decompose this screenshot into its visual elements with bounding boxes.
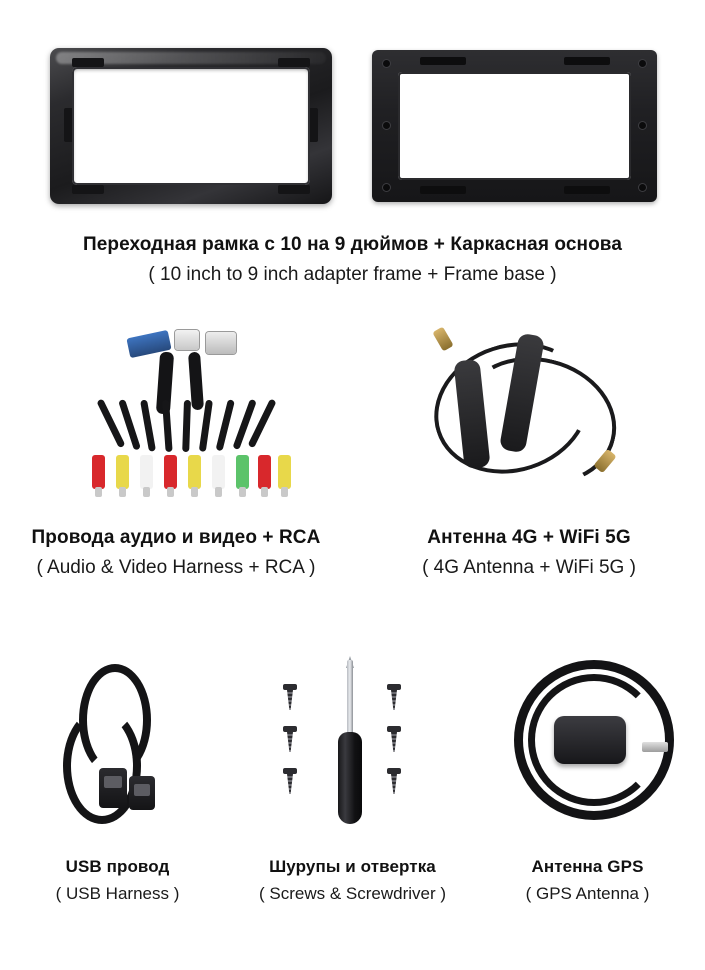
antenna-caption-ru: Антенна 4G + WiFi 5G xyxy=(427,527,631,548)
screw-hole xyxy=(639,122,646,129)
gps-antenna-icon xyxy=(510,654,680,826)
mounting-slot xyxy=(420,57,466,65)
screw-icon xyxy=(285,726,295,752)
section-frames xyxy=(0,18,705,298)
audio-video-harness-icon xyxy=(80,330,290,495)
wire-strand xyxy=(199,400,213,452)
white-connector xyxy=(175,330,199,350)
frame-tab xyxy=(278,58,310,67)
harness-caption-ru: Провода аудио и видео + RCA xyxy=(31,527,321,548)
screw-hole xyxy=(383,184,390,191)
frames-caption-ru: Переходная рамка с 10 на 9 дюймов + Каркасная основа xyxy=(82,234,623,255)
car-radio-adapter-frame-icon xyxy=(50,48,332,204)
gps-receiver-puck xyxy=(554,716,626,764)
mounting-slot xyxy=(420,186,466,194)
screw-icon xyxy=(389,726,399,752)
frame-tab xyxy=(64,108,74,142)
rca-fanout xyxy=(92,400,282,450)
frame-tab xyxy=(278,185,310,194)
screw-hole xyxy=(639,184,646,191)
usb-connector xyxy=(99,768,127,808)
tools-caption-ru: Шурупы и отвертка xyxy=(269,857,436,876)
frame-tab xyxy=(72,58,104,67)
wire-strand xyxy=(216,399,235,451)
gps-caption-en: ( GPS Antenna ) xyxy=(525,884,650,904)
rca-connector xyxy=(164,455,177,489)
mounting-slot xyxy=(564,186,610,194)
screwdriver-and-screws-icon xyxy=(263,656,443,826)
wire-strand xyxy=(182,400,191,452)
rca-connector xyxy=(116,455,129,489)
screw-icon xyxy=(389,768,399,794)
gps-connector xyxy=(642,742,668,752)
accessories-image-row xyxy=(0,648,705,828)
frame-tab xyxy=(308,108,318,142)
screw-hole xyxy=(639,60,646,67)
frames-image-row xyxy=(0,18,705,203)
rca-connector xyxy=(236,455,249,489)
antenna-connector xyxy=(432,326,453,351)
rca-connector xyxy=(258,455,271,489)
screwdriver-shaft xyxy=(347,660,353,736)
mounting-slot xyxy=(564,57,610,65)
frame-tab xyxy=(72,185,104,194)
usb-cable-icon xyxy=(55,660,185,820)
antenna-caption-en: ( 4G Antenna + WiFi 5G ) xyxy=(422,556,636,578)
harness-caption-en: ( Audio & Video Harness + RCA ) xyxy=(36,556,316,578)
white-connector xyxy=(206,332,236,354)
section-accessories xyxy=(0,648,705,948)
tools-caption-en: ( Screws & Screwdriver ) xyxy=(258,884,447,904)
screwdriver-icon xyxy=(335,656,365,824)
section-harness-antenna xyxy=(0,320,705,600)
rca-connector xyxy=(278,455,291,489)
screw-hole xyxy=(383,122,390,129)
screwdriver-handle xyxy=(338,732,362,824)
wire-strand xyxy=(162,400,173,452)
usb-caption-en: ( USB Harness ) xyxy=(55,884,180,904)
usb-connector xyxy=(129,776,155,810)
4g-wifi-antenna-icon xyxy=(413,326,643,496)
frames-caption-en: ( 10 inch to 9 inch adapter frame + Frame base ) xyxy=(148,263,557,285)
car-radio-frame-base-icon xyxy=(372,50,657,202)
wire-strand xyxy=(140,399,156,451)
screw-icon xyxy=(285,768,295,794)
rca-connector xyxy=(92,455,105,489)
screw-hole xyxy=(383,60,390,67)
screw-icon xyxy=(389,684,399,710)
rca-connector xyxy=(188,455,201,489)
screw-icon xyxy=(285,684,295,710)
harness-antenna-image-row xyxy=(0,320,705,500)
rca-connector xyxy=(212,455,225,489)
gps-caption-ru: Антенна GPS xyxy=(531,857,644,876)
rca-connector xyxy=(140,455,153,489)
usb-caption-ru: USB провод xyxy=(65,857,170,876)
